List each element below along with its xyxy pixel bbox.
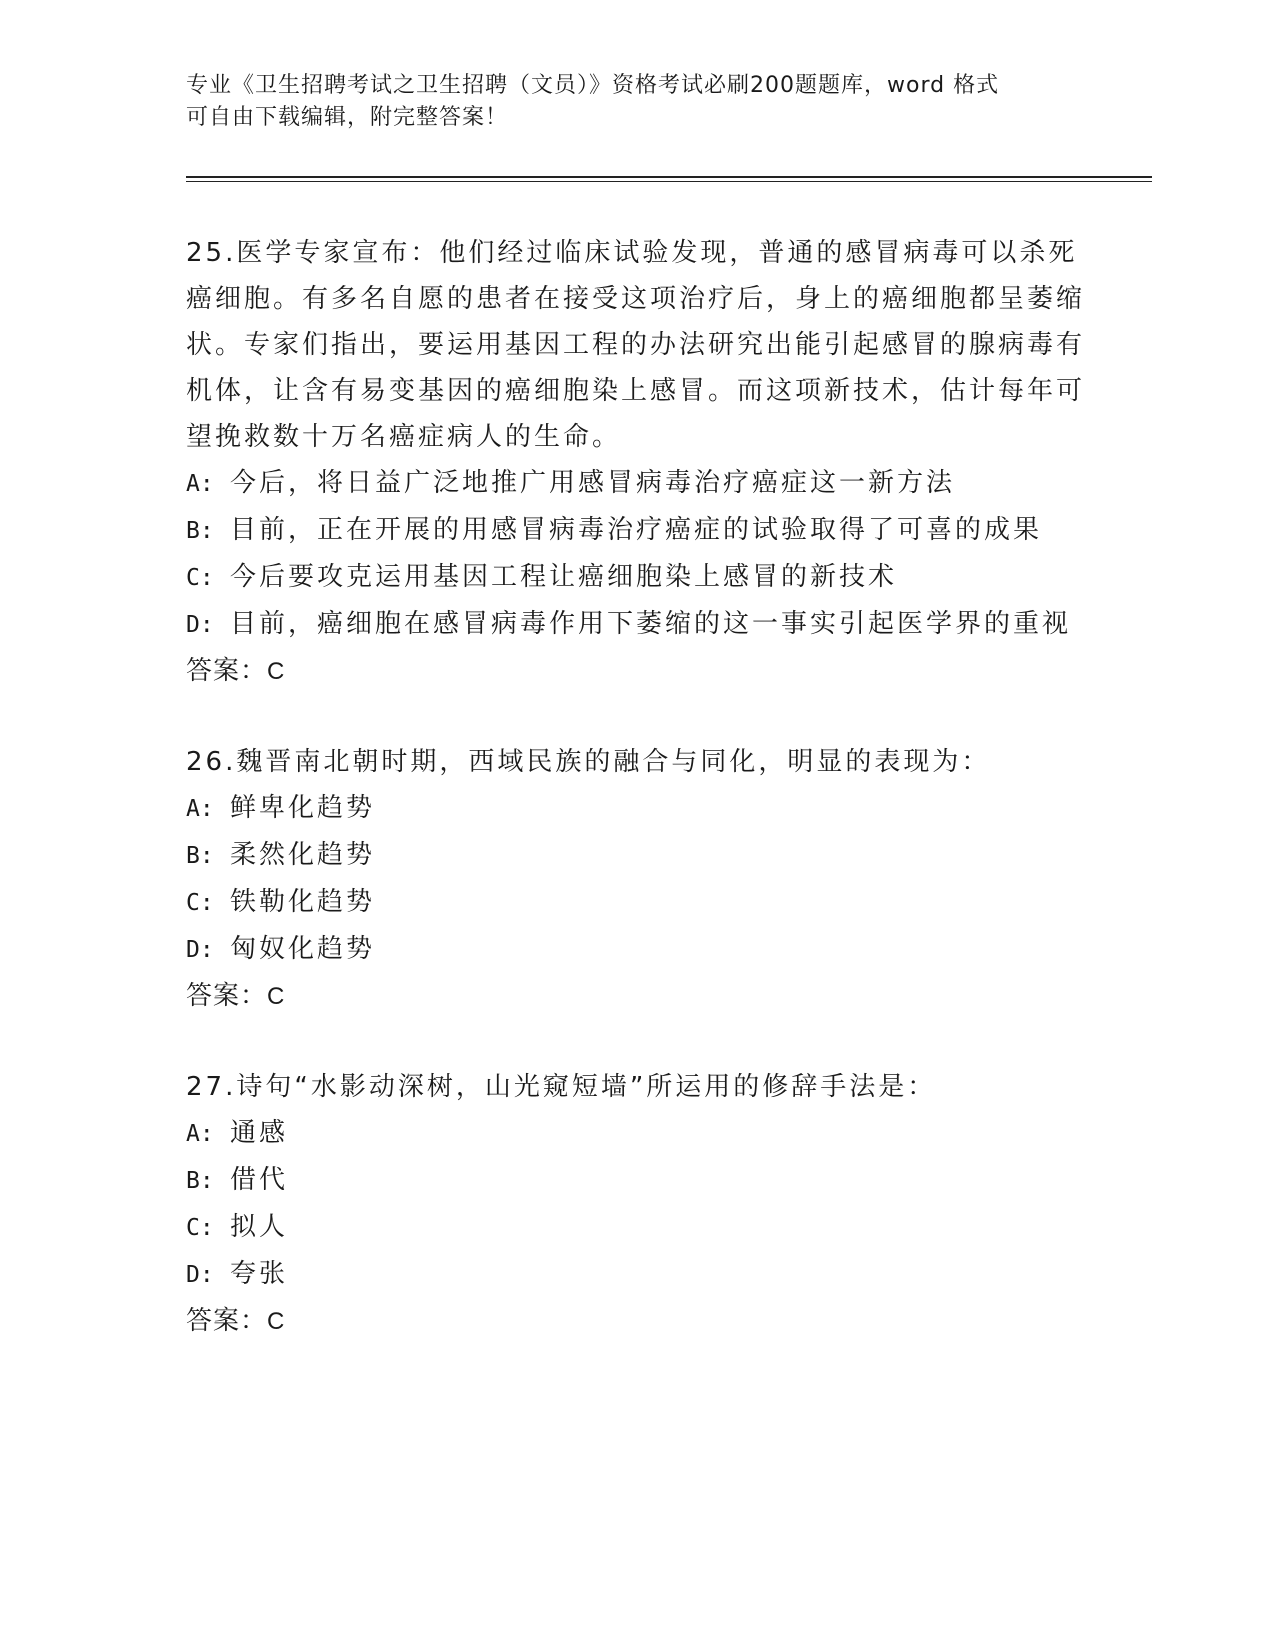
option-c (186, 554, 1086, 601)
option-b (186, 1157, 1086, 1204)
header-divider (186, 176, 1152, 182)
option-text: 夸张 (230, 1259, 289, 1289)
option-text: 鲜卑化趋势 (230, 793, 376, 823)
option-text: 目前，癌细胞在感冒病毒作用下萎缩的这一事实引起医学界的重视 (230, 609, 1072, 639)
answer-value: C (267, 1308, 286, 1335)
option-d (186, 1251, 1086, 1298)
option-b (186, 507, 1086, 554)
option-b (186, 832, 1086, 879)
answer-line (186, 1298, 1086, 1345)
answer-value: C (267, 983, 286, 1010)
option-key: A: (186, 471, 214, 497)
option-c (186, 1204, 1086, 1251)
option-key: D: (186, 1262, 214, 1288)
option-a (186, 460, 1086, 507)
option-a (186, 785, 1086, 832)
question-stem: 25.医学专家宣布：他们经过临床试验发现，普通的感冒病毒可以杀死癌细胞。有多名自愿的患者在接受这项治疗后，身上的癌细胞都呈萎缩状。专家们指出，要运用基因工程的办法研究出能引起感冒的腺病毒有机体，让含有易变基因的癌细胞染上感冒。而这项新技术，估计每年可望挽救数十万名癌症病人的生命。 (186, 238, 1086, 452)
answer-label: 答案： (186, 981, 268, 1011)
option-key: B: (186, 843, 214, 869)
option-c (186, 879, 1086, 926)
option-text: 今后，将日益广泛地推广用感冒病毒治疗癌症这一新方法 (230, 468, 956, 498)
option-text: 目前，正在开展的用感冒病毒治疗癌症的试验取得了可喜的成果 (230, 515, 1043, 545)
option-key: C: (186, 1215, 214, 1241)
header-line-1: 专业《卫生招聘考试之卫生招聘（文员）》资格考试必刷200题题库，word 格式 (186, 73, 1000, 98)
question-26 (186, 739, 1086, 1020)
option-key: D: (186, 612, 214, 638)
option-text: 今后要攻克运用基因工程让癌细胞染上感冒的新技术 (230, 562, 898, 592)
option-d (186, 926, 1086, 973)
question-list (186, 230, 1086, 1389)
option-key: B: (186, 518, 214, 544)
option-a (186, 1110, 1086, 1157)
header-line-2: 可自由下载编辑，附完整答案！ (186, 105, 509, 130)
option-text: 借代 (230, 1165, 289, 1195)
option-text: 柔然化趋势 (230, 840, 376, 870)
question-27 (186, 1064, 1086, 1345)
option-d (186, 601, 1086, 648)
option-key: A: (186, 1121, 214, 1147)
answer-line (186, 648, 1086, 695)
document-header (186, 70, 1066, 134)
question-stem: 27.诗句“水影动深树，山光窥短墙”所运用的修辞手法是： (186, 1072, 937, 1102)
answer-value: C (267, 658, 286, 685)
option-text: 拟人 (230, 1212, 289, 1242)
option-key: A: (186, 796, 214, 822)
option-text: 匈奴化趋势 (230, 934, 376, 964)
option-text: 铁勒化趋势 (230, 887, 376, 917)
option-key: C: (186, 565, 214, 591)
answer-line (186, 973, 1086, 1020)
answer-label: 答案： (186, 656, 268, 686)
question-stem: 26.魏晋南北朝时期，西域民族的融合与同化，明显的表现为： (186, 747, 991, 777)
answer-label: 答案： (186, 1306, 268, 1336)
question-25 (186, 230, 1086, 695)
option-text: 通感 (230, 1118, 289, 1148)
option-key: B: (186, 1168, 214, 1194)
option-key: D: (186, 937, 214, 963)
option-key: C: (186, 890, 214, 916)
